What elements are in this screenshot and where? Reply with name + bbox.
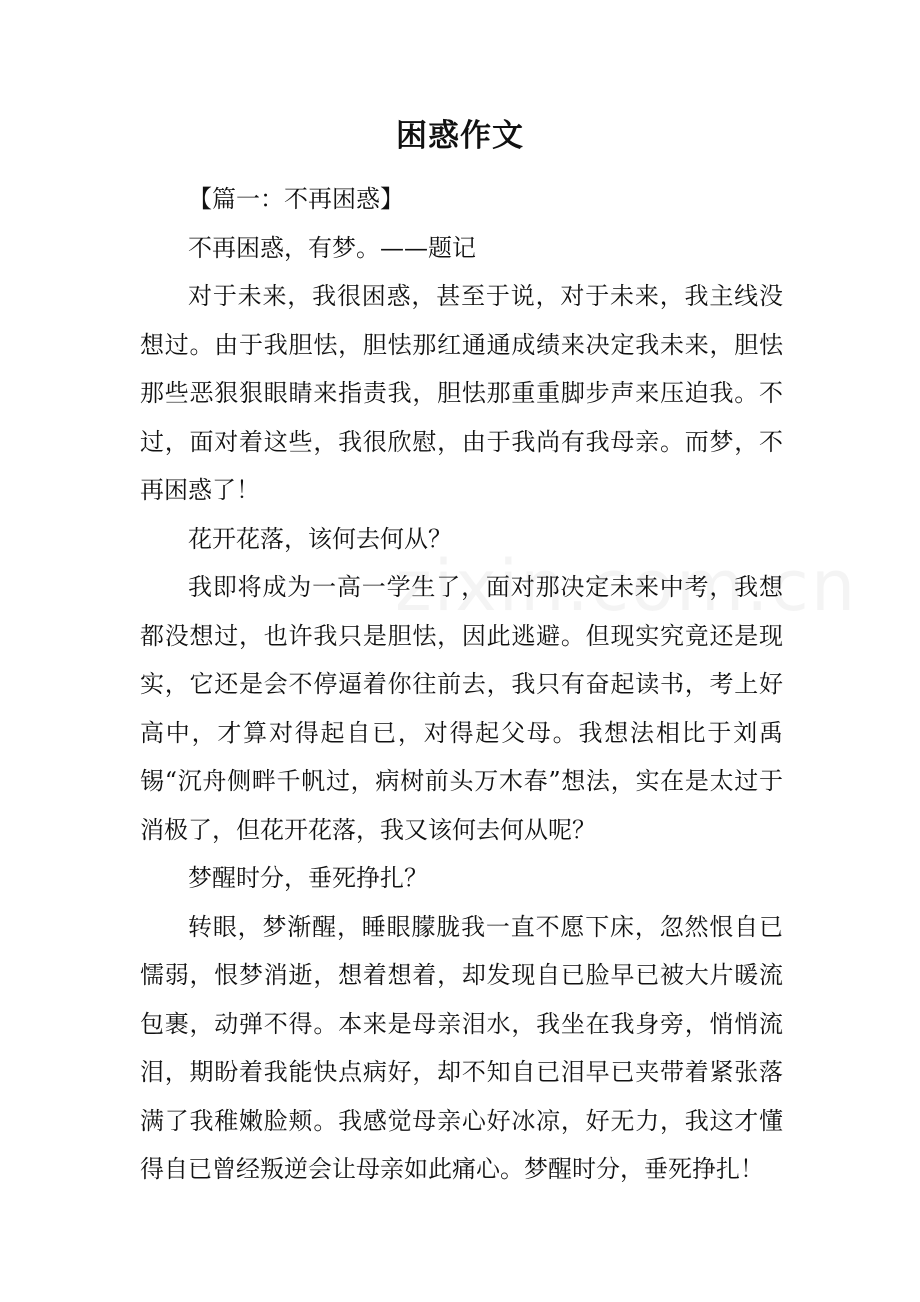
document-body [140,175,783,1194]
epigraph-paragraph: 不再困惑，有梦。——题记 [188,233,476,262]
document-title: 困惑作文 [396,118,524,154]
body-paragraph: 转眼，梦渐醒，睡眼朦胧我一直不愿下床，忽然恨自已懦弱，恨梦消逝，想着想着，却发现自已脸早已被大片暖流包裹，动弹不得。本来是母亲泪水，我坐在我身旁，悄悄流泪，期盼着我能快点病好，却不知自已泪早已夹带着紧张落满了我稚嫩脸颊。我感觉母亲心好冰凉，好无力，我这才懂得自已曾经叛逆会让母亲如此痛心。梦醒时分，垂死挣扎！ [140,912,783,1183]
subheading-paragraph: 梦醒时分，垂死挣扎？ [188,864,428,892]
subheading-paragraph: 花开花落，该何去何从？ [188,524,452,553]
body-paragraph: 我即将成为一高一学生了，面对那决定未来中考，我想都没想过，也许我只是胆怯，因此逃避。但现实究竟还是现实，它还是会不停逼着你往前去，我只有奋起读书，考上好高中，才算对得起自已，对得起父母。我想法相比于刘禹锡“沉舟侧畔千帆过，病树前头万木春”想法，实在是太过于消极了，但花开花落，我又该何去何从呢？ [140,573,783,844]
section-heading: 【篇一：不再困惑】 [188,185,404,213]
body-paragraph: 对于未来，我很困惑，甚至于说，对于未来，我主线没想过。由于我胆怯，胆怯那红通通成绩来决定我未来，胆怯那些恶狠狠眼睛来指责我，胆怯那重重脚步声来压迫我。不过，面对着这些，我很欣慰，由于我尚有我母亲。而梦，不再困惑了！ [140,282,783,504]
